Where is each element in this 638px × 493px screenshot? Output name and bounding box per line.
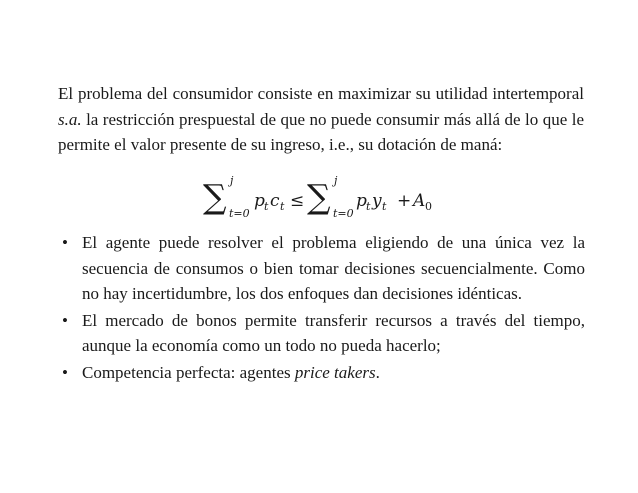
rhs-price-sub: t [366, 200, 371, 213]
intro-text-start: El problema del consumidor consiste en maximizar su utilidad intertemporal [58, 84, 584, 103]
bullet-list [58, 230, 585, 387]
bullet-item-resolve [58, 230, 585, 307]
bullet-dot-icon: • [62, 362, 68, 382]
bullet-dot-icon: • [62, 310, 68, 330]
lhs-consumption-sub: t [280, 200, 285, 213]
bullet-text: El mercado de bonos permite transferir recursos a través del tiempo, aunque la economía como un todo no pueda hacerlo; [82, 310, 585, 356]
sum-upper-left: j [230, 174, 234, 187]
sum-lower-right: t=0 [333, 207, 354, 220]
lhs-price: p [254, 191, 265, 211]
sum-upper-right: j [334, 174, 338, 187]
bullet-text-start: Competencia perfecta: agentes [82, 362, 295, 382]
bullet-italic-price-takers: price takers [294, 362, 376, 382]
bullet-item-bonds [58, 308, 585, 359]
rhs-income-sub: t [382, 200, 387, 213]
bullet-item-competition [58, 360, 585, 386]
intro-paragraph [58, 81, 584, 158]
plus-sign: + [397, 191, 412, 211]
relation-leq: ≤ [290, 191, 305, 211]
bullet-text: El agente puede resolver el problema eligiendo de una única vez la secuencia de consumos o bien tomar decisiones secuencialmente. Como no hay incertidumbre, los dos enfoques dan decisiones idénticas. [82, 233, 585, 304]
intro-text-end: la restricción prespuestal de que no puede consumir más allá de lo que le permite el valor presente de su ingreso, i.e., su dotación de maná: [58, 109, 584, 155]
sum-lower-left: t=0 [229, 207, 250, 220]
bullet-dot-icon: • [62, 233, 68, 252]
budget-constraint-formula [0, 173, 638, 225]
endowment: A [413, 191, 426, 211]
rhs-income: y [372, 191, 382, 211]
sum-symbol-right: ∑ [307, 177, 331, 216]
rhs-price: p [356, 191, 367, 211]
intro-italic-sa: s.a. [58, 109, 82, 129]
bullet-text-end: . [375, 362, 380, 382]
endowment-sub: 0 [425, 200, 432, 213]
lhs-price-sub: t [264, 200, 269, 213]
sum-symbol-left: ∑ [203, 177, 227, 216]
lhs-consumption: c [270, 191, 280, 211]
